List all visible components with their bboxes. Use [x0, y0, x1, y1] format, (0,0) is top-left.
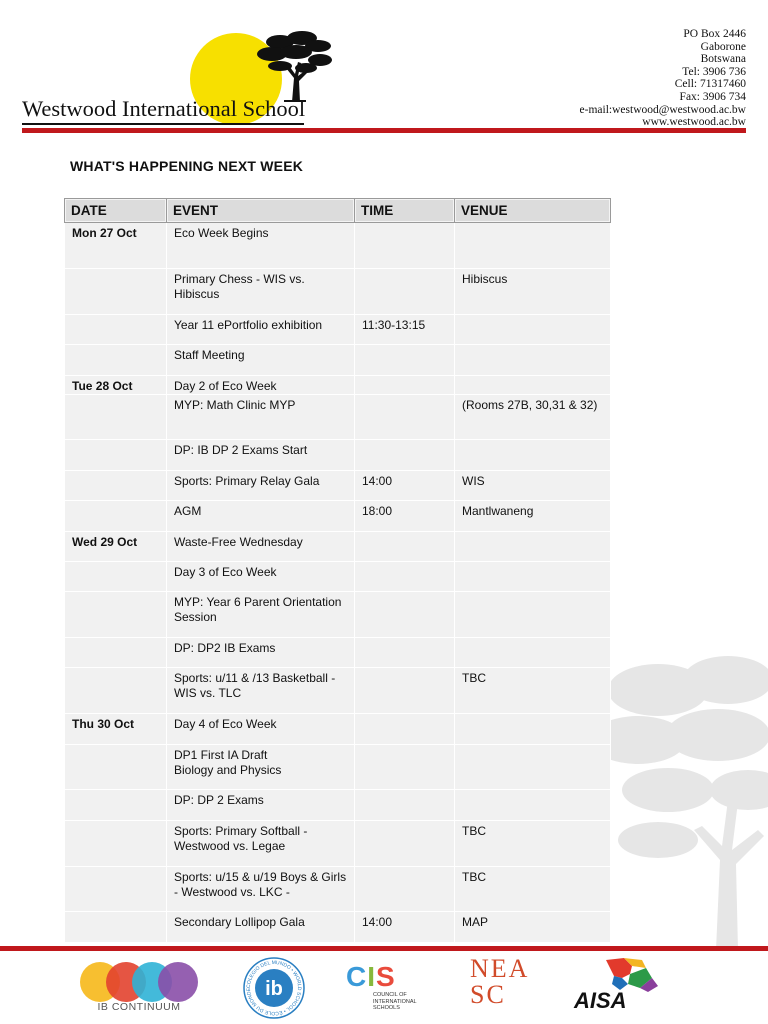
header-divider: [22, 128, 746, 133]
time-cell: [355, 345, 455, 376]
time-cell: [355, 790, 455, 821]
neasc-logo: [470, 956, 536, 1014]
email: e-mail:westwood@westwood.ac.bw: [579, 103, 746, 116]
date-cell: [65, 562, 167, 592]
time-cell: [355, 223, 455, 269]
city: Gaborone: [700, 40, 746, 53]
event-cell: Day 3 of Eco Week: [167, 562, 355, 592]
date-cell: [65, 638, 167, 668]
neasc-bottom: SC: [470, 980, 506, 1009]
website: www.westwood.ac.bw: [642, 116, 746, 129]
logo-underline: [22, 123, 304, 125]
cellphone: Cell: 71317460: [674, 78, 746, 91]
date-cell: [65, 501, 167, 532]
accreditation-logos: [0, 952, 768, 1024]
event-cell: Year 11 ePortfolio exhibition: [167, 315, 355, 345]
venue-cell: [455, 592, 611, 638]
venue-cell: [455, 745, 611, 790]
events-table-body: [65, 223, 611, 943]
event-cell: AGM: [167, 501, 355, 532]
table-row: [65, 471, 611, 501]
aisa-logo: [572, 956, 670, 1016]
aisa-label: AISA: [574, 988, 627, 1013]
event-cell: DP: IB DP 2 Exams Start: [167, 440, 355, 471]
svg-text:ib: ib: [265, 978, 283, 1000]
africa-map-icon: [572, 956, 670, 992]
date-cell: [65, 668, 167, 714]
table-row: [65, 395, 611, 440]
time-cell: [355, 714, 455, 745]
school-name: Westwood International School: [22, 96, 306, 121]
footer-divider: [0, 946, 768, 951]
date-cell: Thu 30 Oct: [65, 714, 167, 745]
date-cell: Tue 28 Oct: [65, 376, 167, 395]
time-cell: [355, 638, 455, 668]
table-row: [65, 912, 611, 943]
event-cell: Day 4 of Eco Week: [167, 714, 355, 745]
date-cell: [65, 440, 167, 471]
table-row: [65, 315, 611, 345]
time-cell: [355, 532, 455, 562]
event-cell: MYP: Year 6 Parent Orientation Session: [167, 592, 355, 638]
event-cell: DP1 First IA Draft Biology and Physics: [167, 745, 355, 790]
venue-cell: [455, 532, 611, 562]
events-table: [64, 198, 611, 943]
date-cell: [65, 395, 167, 440]
time-cell: 14:00: [355, 471, 455, 501]
venue-cell: TBC: [455, 867, 611, 912]
date-cell: [65, 745, 167, 790]
venue-cell: (Rooms 27B, 30,31 & 32): [455, 395, 611, 440]
tree-icon: [250, 28, 336, 104]
telephone: Tel: 3906 736: [682, 65, 746, 78]
cis-subtitle: COUNCIL OF INTERNATIONAL SCHOOLS: [373, 992, 417, 1011]
table-row: [65, 745, 611, 790]
date-cell: [65, 345, 167, 376]
time-cell: [355, 821, 455, 867]
time-cell: 14:00: [355, 912, 455, 943]
date-cell: [65, 269, 167, 315]
ib-world-school-logo: [242, 956, 306, 1020]
time-cell: 11:30-13:15: [355, 315, 455, 345]
venue-cell: TBC: [455, 821, 611, 867]
tree-watermark-icon: [598, 650, 768, 950]
time-cell: [355, 562, 455, 592]
date-cell: Mon 27 Oct: [65, 223, 167, 269]
venue-cell: [455, 440, 611, 471]
po-box: PO Box 2446: [683, 28, 746, 40]
venue-cell: MAP: [455, 912, 611, 943]
venue-cell: [455, 638, 611, 668]
table-row: [65, 562, 611, 592]
venue-cell: Mantlwaneng: [455, 501, 611, 532]
table-row: [65, 714, 611, 745]
venue-cell: [455, 345, 611, 376]
event-cell: Secondary Lollipop Gala: [167, 912, 355, 943]
table-row: [65, 532, 611, 562]
table-row: [65, 668, 611, 714]
event-cell: DP: DP 2 Exams: [167, 790, 355, 821]
table-row: [65, 269, 611, 315]
country: Botswana: [700, 53, 746, 66]
column-header-date: DATE: [65, 199, 167, 223]
time-cell: [355, 440, 455, 471]
venue-cell: WIS: [455, 471, 611, 501]
time-cell: [355, 867, 455, 912]
event-cell: Staff Meeting: [167, 345, 355, 376]
time-cell: [355, 668, 455, 714]
neasc-top: NEA: [470, 954, 530, 983]
venue-cell: [455, 714, 611, 745]
table-row: [65, 376, 611, 395]
ib-continuum-label: IB CONTINUUM: [97, 1001, 181, 1013]
event-cell: Sports: Primary Softball - Westwood vs. Legae: [167, 821, 355, 867]
event-cell: Waste-Free Wednesday: [167, 532, 355, 562]
time-cell: [355, 269, 455, 315]
event-cell: Sports: u/11 & /13 Basketball - WIS vs. TLC: [167, 668, 355, 714]
venue-cell: [455, 315, 611, 345]
venue-cell: TBC: [455, 668, 611, 714]
date-cell: [65, 315, 167, 345]
date-cell: Wed 29 Oct: [65, 532, 167, 562]
page-title: WHAT'S HAPPENING NEXT WEEK: [70, 158, 304, 174]
time-cell: [355, 592, 455, 638]
table-row: [65, 501, 611, 532]
time-cell: [355, 745, 455, 790]
date-cell: [65, 912, 167, 943]
cis-letters: CIS: [346, 961, 396, 992]
table-row: [65, 223, 611, 269]
table-row: [65, 638, 611, 668]
event-cell: Eco Week Begins: [167, 223, 355, 269]
venue-cell: [455, 562, 611, 592]
table-row: [65, 345, 611, 376]
column-header-event: EVENT: [167, 199, 355, 223]
event-cell: MYP: Math Clinic MYP: [167, 395, 355, 440]
date-cell: [65, 471, 167, 501]
column-header-time: TIME: [355, 199, 455, 223]
venue-cell: [455, 376, 611, 395]
ib-world-ring-text: COLEGIO DEL MUNDO • WORLD SCHOOL • ÉCOLE DU MONDE: [245, 959, 303, 1017]
table-row: [65, 821, 611, 867]
event-cell: Primary Chess - WIS vs. Hibiscus: [167, 269, 355, 315]
column-header-venue: VENUE: [455, 199, 611, 223]
date-cell: [65, 790, 167, 821]
event-cell: Sports: u/15 & u/19 Boys & Girls - Westwood vs. LKC -: [167, 867, 355, 912]
school-logo: [22, 28, 312, 124]
ib-continuum-logo: [74, 962, 204, 1014]
event-cell: Day 2 of Eco Week: [167, 376, 355, 395]
table-row: [65, 867, 611, 912]
venue-cell: [455, 223, 611, 269]
contact-block: [580, 28, 746, 129]
date-cell: [65, 867, 167, 912]
venue-cell: [455, 790, 611, 821]
cis-logo: [346, 962, 430, 1018]
time-cell: [355, 376, 455, 395]
table-row: [65, 440, 611, 471]
event-cell: DP: DP2 IB Exams: [167, 638, 355, 668]
purple-circle-icon: [158, 962, 198, 1002]
table-row: [65, 790, 611, 821]
table-header-row: [65, 199, 611, 223]
time-cell: 18:00: [355, 501, 455, 532]
time-cell: [355, 395, 455, 440]
event-cell: Sports: Primary Relay Gala: [167, 471, 355, 501]
fax: Fax: 3906 734: [679, 90, 746, 103]
date-cell: [65, 821, 167, 867]
date-cell: [65, 592, 167, 638]
venue-cell: Hibiscus: [455, 269, 611, 315]
table-row: [65, 592, 611, 638]
